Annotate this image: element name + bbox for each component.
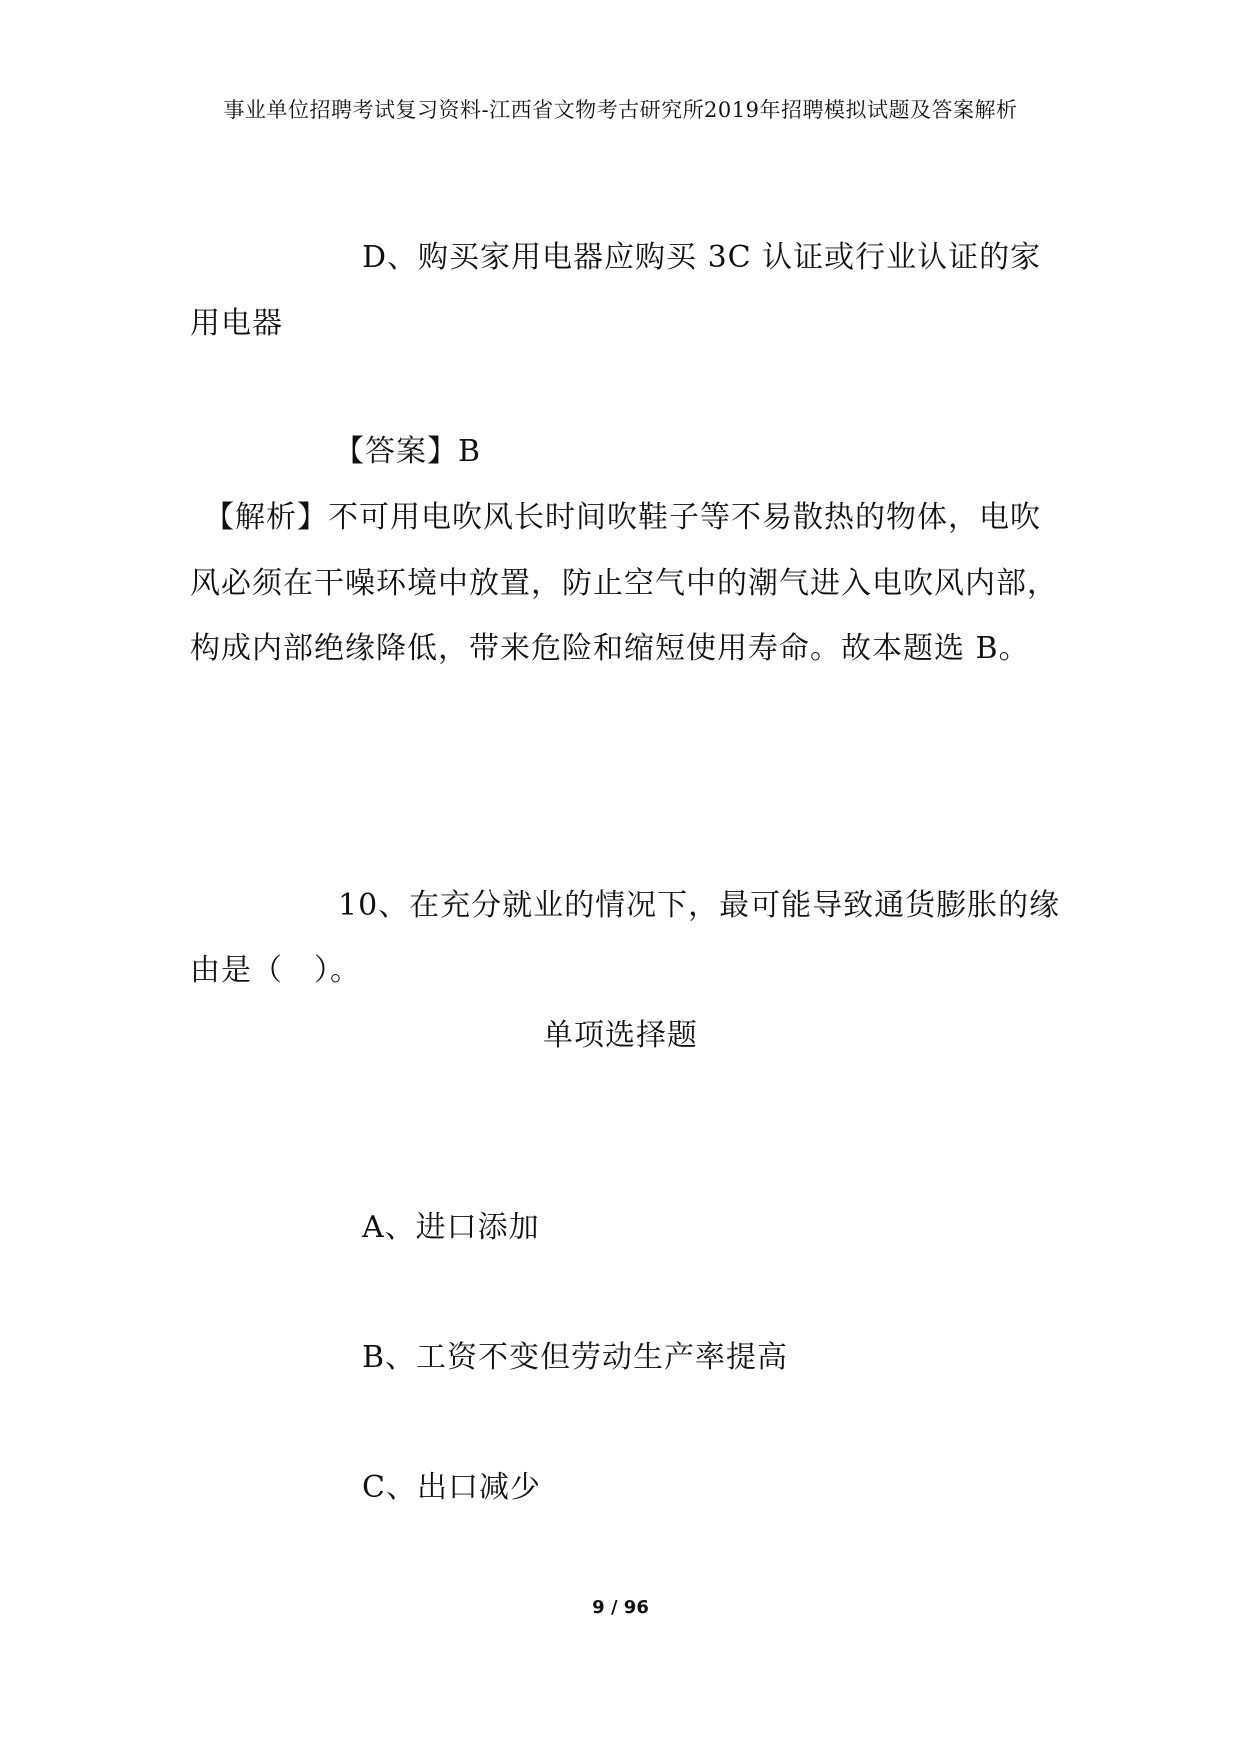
option-a: A、进口添加 — [362, 1210, 540, 1245]
page-number: 9 / 96 — [592, 1597, 649, 1618]
option-b: B、工资不变但劳动生产率提高 — [362, 1340, 789, 1375]
analysis-line-3: 构成内部绝缘降低，带来危险和缩短使用寿命。故本题选 B。 — [190, 631, 1030, 666]
option-c: C、出口减少 — [362, 1470, 541, 1505]
question-10-stem-line-2: 由是（ ）。 — [190, 953, 361, 988]
answer-label: 【答案】B — [334, 434, 482, 469]
analysis-line-2: 风必须在干噪环境中放置，防止空气中的潮气进入电吹风内部， — [190, 566, 1058, 601]
analysis-line-1: 【解析】不可用电吹风长时间吹鞋子等不易散热的物体，电吹 — [204, 500, 1041, 535]
question-10-stem-line-1: 10、在充分就业的情况下，最可能导致通货膨胀的缘 — [338, 888, 1061, 923]
option-d-line-2: 用电器 — [190, 306, 283, 341]
document-header: 事业单位招聘考试复习资料-江西省文物考古研究所2019年招聘模拟试题及答案解析 — [223, 98, 1018, 122]
question-type-label: 单项选择题 — [543, 1018, 698, 1053]
option-d-line-1: D、购买家用电器应购买 3C 认证或行业认证的家 — [362, 240, 1042, 275]
